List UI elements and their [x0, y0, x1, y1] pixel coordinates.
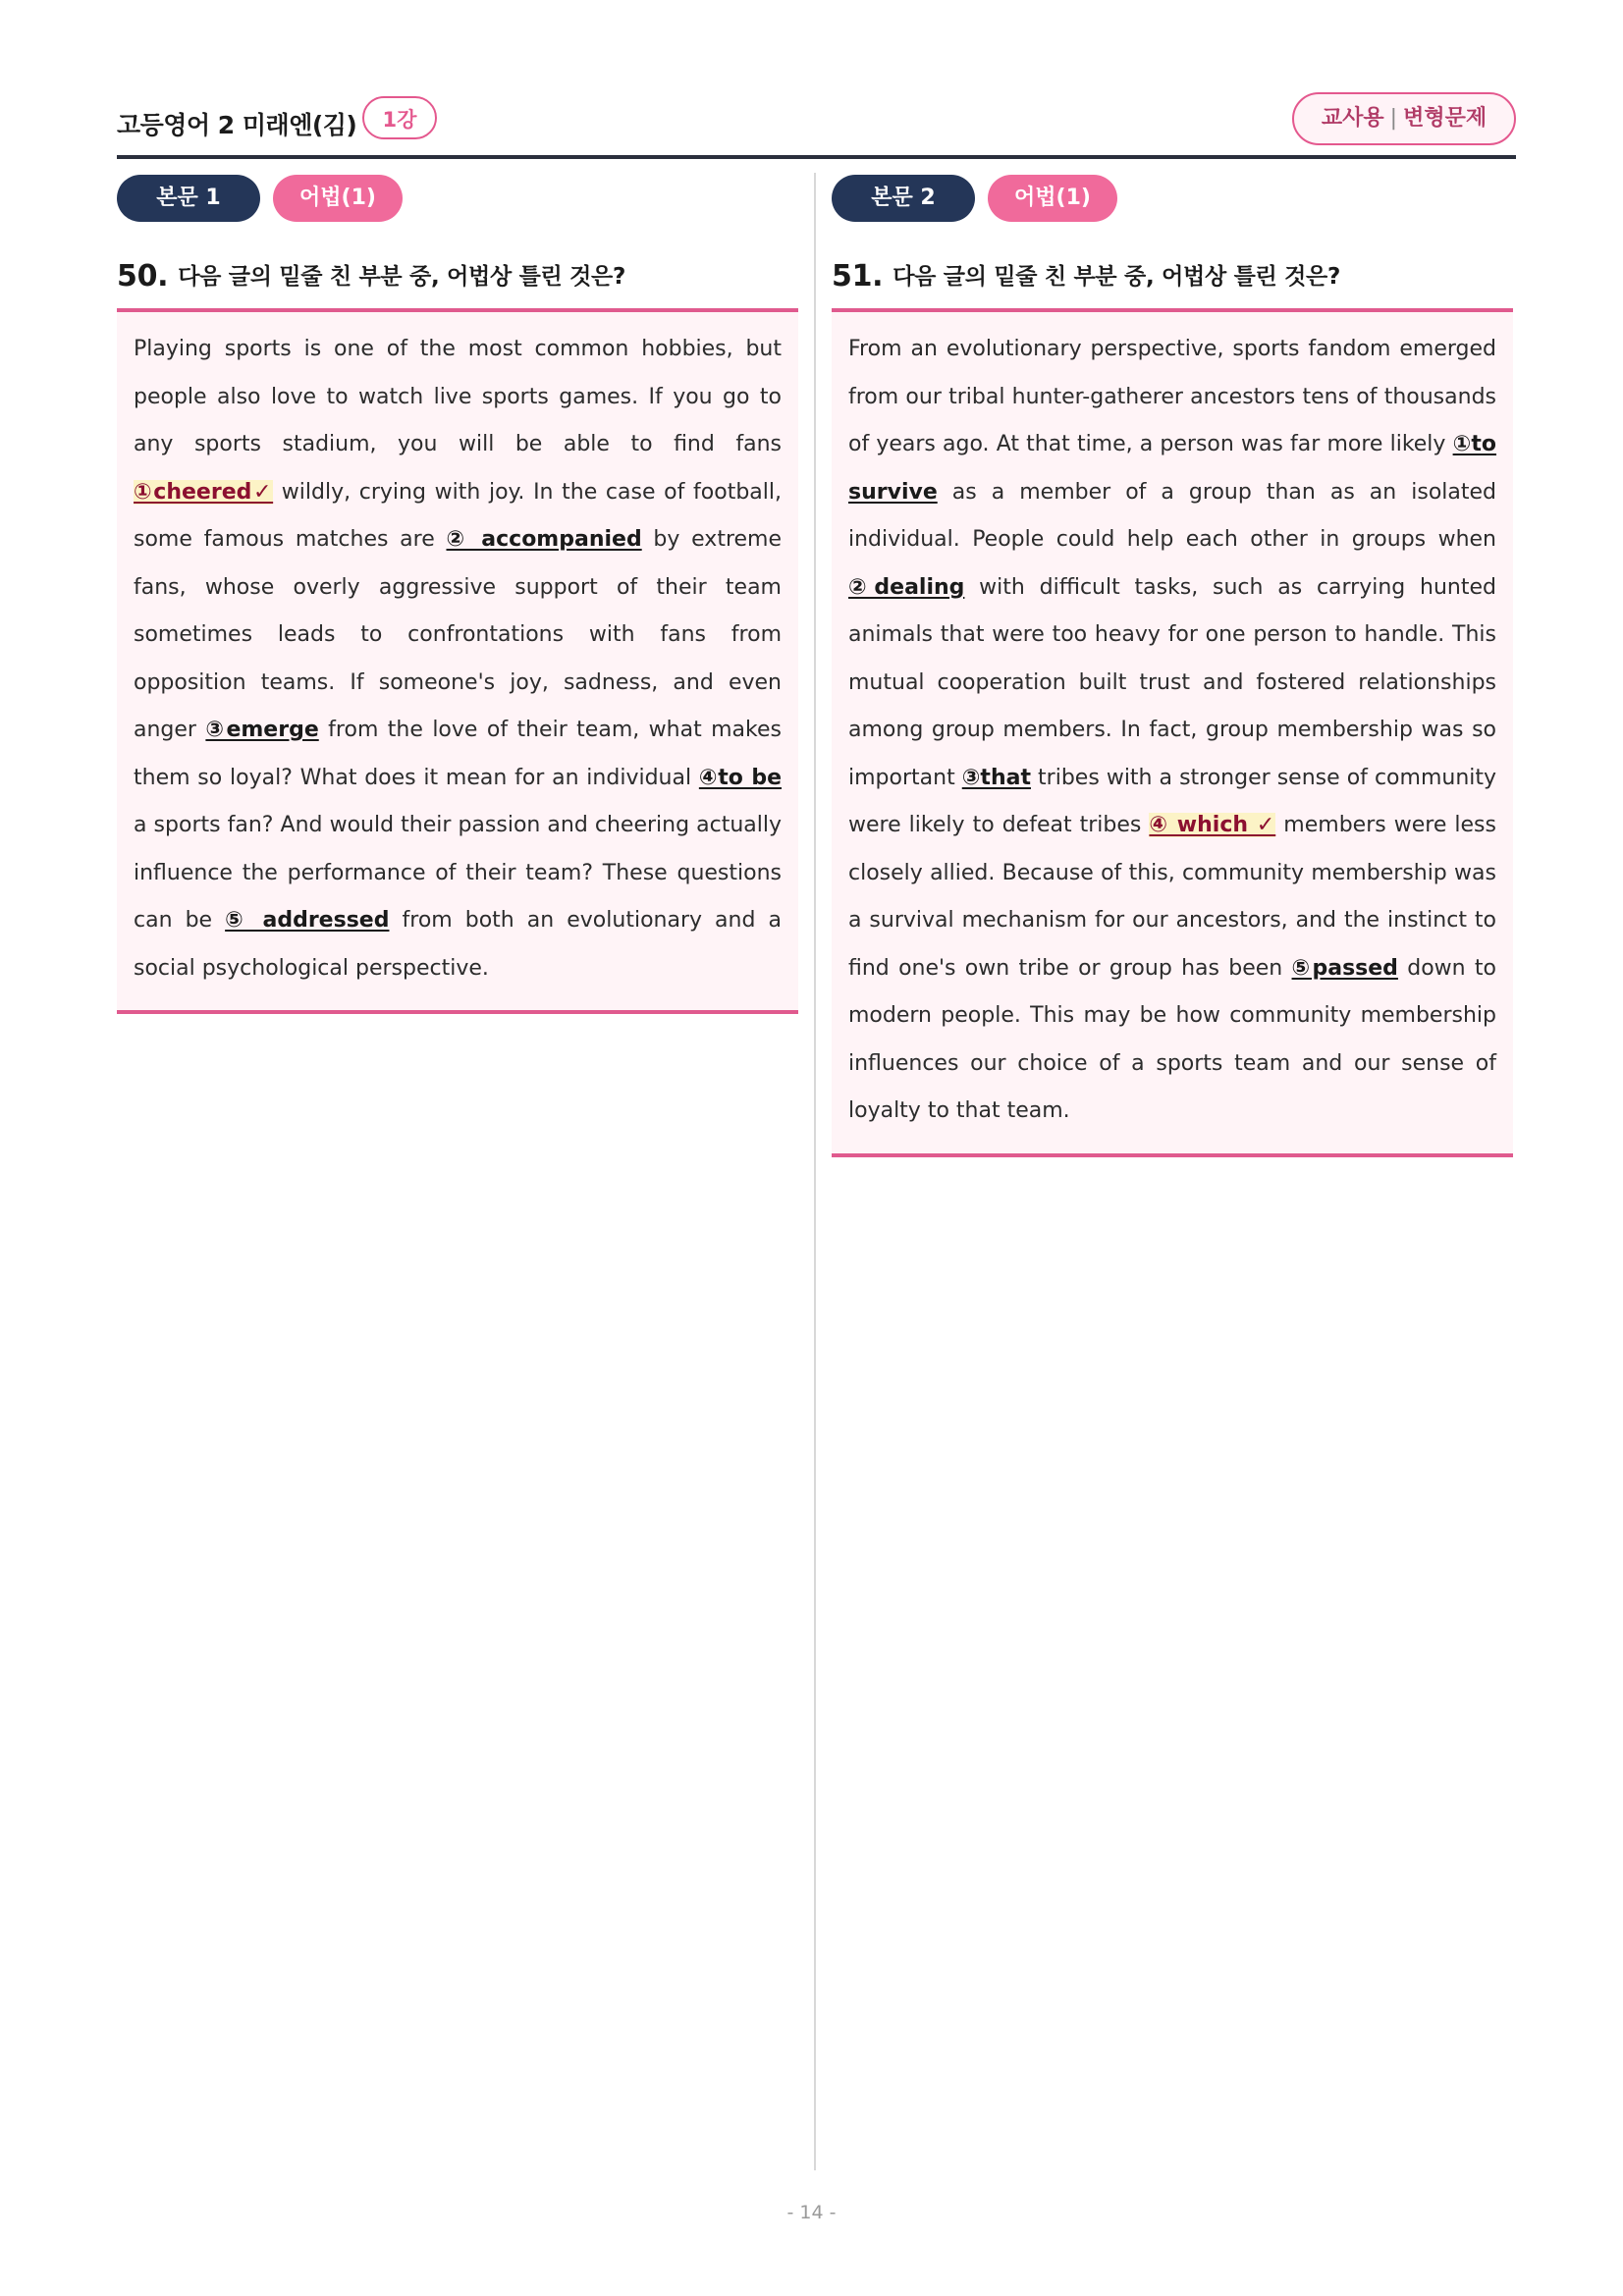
- passage-segment: From an evolutionary perspective, sports fandom emerged from our tribal hunter-gatherer ancestors tens of thousands of years ago. At that time, a person was far more likely: [848, 337, 1496, 456]
- category-pill: 어법(1): [273, 175, 403, 222]
- passage-segment: members were less closely allied. Because of this, community membership was a survival mechanism for our ancestors, and the instinct to find one's own tribe or group has been: [848, 813, 1496, 981]
- header-rule: [117, 155, 1516, 159]
- section-pill: 본문 2: [832, 175, 975, 222]
- question-50-column: [117, 175, 798, 1014]
- lesson-badge: 1강: [362, 96, 437, 139]
- choice-2: ② accompanied: [446, 527, 642, 552]
- role-label: 교사용: [1321, 106, 1384, 131]
- question-heading: [117, 259, 798, 298]
- choice-3: ③that: [961, 765, 1031, 790]
- passage-segment: from the love of their team, what makes them so loyal? What does it mean for an individual: [134, 718, 782, 790]
- choice-1-answer: ①cheered✓: [134, 479, 274, 505]
- passage-segment: from both an evolutionary and a social psychological perspective.: [134, 908, 782, 981]
- type-label: 변형문제: [1403, 106, 1488, 131]
- book-title: 고등영어 2 미래엔(김): [117, 111, 357, 139]
- section-pill: 본문 1: [117, 175, 260, 222]
- passage-segment: wildly, crying with joy. In the case of football, some famous matches are: [134, 479, 782, 552]
- section-tags: [117, 175, 798, 222]
- question-text: 다음 글의 밑줄 친 부분 중, 어법상 틀린 것은?: [178, 264, 625, 290]
- page-number: - 14 -: [786, 2202, 837, 2223]
- choice-3: ③emerge: [205, 718, 319, 742]
- page-header: [117, 94, 1516, 153]
- passage-box: [117, 308, 798, 1014]
- choice-4-answer: ④ which ✓: [1149, 813, 1276, 837]
- choice-5: ⑤ addressed: [225, 908, 390, 933]
- question-heading: [832, 259, 1513, 298]
- passage-text: [134, 326, 782, 992]
- passage-segment: by extreme fans, whose overly aggressive support of their team sometimes leads to confrontations with fans from opposition teams. If someone's joy, sadness, and even anger: [134, 527, 783, 742]
- badge-separator: |: [1389, 106, 1398, 131]
- choice-1: ①to survive: [848, 432, 1497, 505]
- passage-segment: down to modern people. This may be how community membership influences our choice of a sports team and our sense of loyalty to that team.: [848, 955, 1496, 1123]
- choice-4: ④to be: [698, 765, 783, 790]
- question-number: 51.: [832, 259, 884, 294]
- passage-segment: as a member of a group than as an isolated individual. People could help each other in groups when: [848, 479, 1496, 552]
- question-text: 다음 글의 밑줄 친 부분 중, 어법상 틀린 것은?: [893, 264, 1340, 290]
- passage-segment: tribes with a stronger sense of community were likely to defeat tribes: [848, 765, 1497, 837]
- choice-5: ⑤passed: [1291, 955, 1398, 981]
- passage-segment: with difficult tasks, such as carrying hunted animals that were too heavy for one person to handle. This mutual cooperation built trust and fostered relationships among group members. In fact, group membership was so important: [848, 574, 1496, 790]
- question-51-column: [832, 175, 1513, 1157]
- category-pill: 어법(1): [988, 175, 1117, 222]
- choice-2: ②dealing: [848, 574, 965, 600]
- column-divider: [814, 173, 816, 2170]
- passage-segment: Playing sports is one of the most common hobbies, but people also love to watch live sports games. If you go to any sports stadium, you will be able to find fans: [134, 337, 782, 456]
- passage-text: [848, 326, 1496, 1136]
- passage-box: [832, 308, 1513, 1157]
- edition-badge: [1292, 92, 1516, 145]
- question-number: 50.: [117, 259, 169, 294]
- passage-segment: a sports fan? And would their passion and cheering actually influence the performance of their team? These questions can be: [134, 813, 782, 933]
- section-tags: [832, 175, 1513, 222]
